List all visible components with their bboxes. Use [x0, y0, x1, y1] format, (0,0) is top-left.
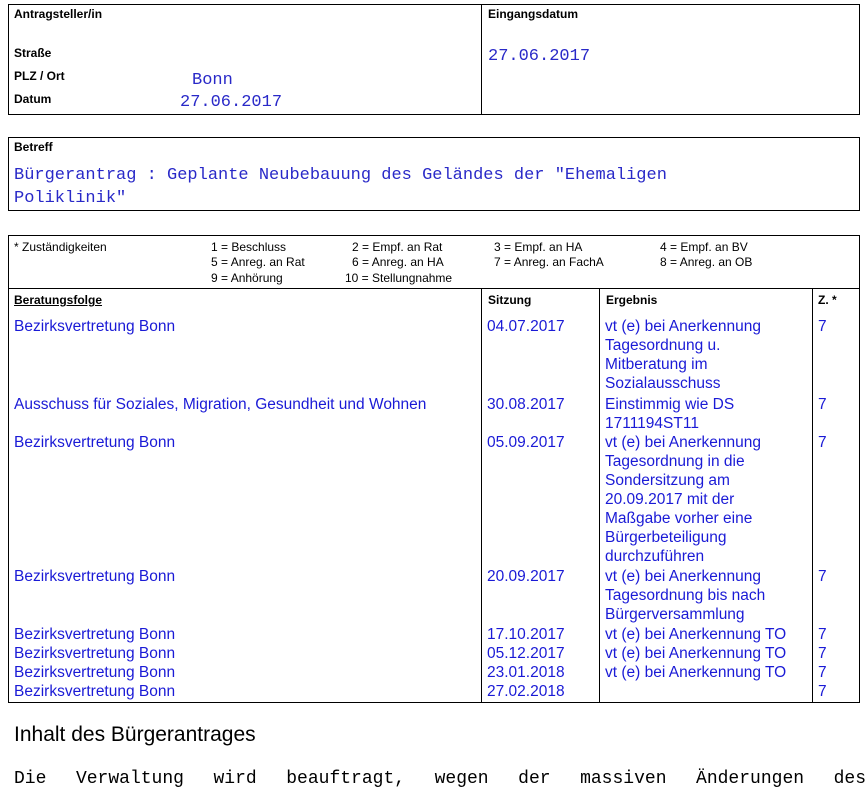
row-result-line: 20.09.2017 mit der [605, 491, 735, 508]
subject-line-1: Bürgerantrag : Geplante Neubebauung des Geländes der "Ehemaligen [14, 166, 667, 185]
col-divider-session [481, 288, 482, 703]
content-text: Die Verwaltung wird beauftragt, wegen der massiven Änderungen des [14, 769, 866, 789]
responsibilities-label: * Zuständigkeiten [14, 240, 107, 254]
row-result-line: vt (e) bei Anerkennung TO [605, 626, 787, 643]
row-date: 20.09.2017 [487, 568, 565, 585]
header-result: Ergebnis [606, 293, 658, 307]
header-session: Sitzung [488, 293, 532, 307]
code-6: 6 = Anreg. an HA [352, 255, 444, 269]
row-result-line: Tagesordnung u. [605, 337, 721, 354]
row-date: 04.07.2017 [487, 318, 565, 335]
subject-label: Betreff [14, 140, 53, 154]
row-result-line: Sondersitzung am [605, 472, 730, 489]
row-result-line: Bürgerbeteiligung [605, 529, 727, 546]
applicant-box [8, 4, 860, 115]
row-z: 7 [818, 318, 827, 335]
row-date: 23.01.2018 [487, 664, 565, 681]
row-date: 27.02.2018 [487, 683, 565, 700]
code-7: 7 = Anreg. an FachA [494, 255, 604, 269]
row-result-line: Bürgerversammlung [605, 606, 745, 623]
row-result-line: Tagesordnung in die [605, 453, 745, 470]
street-label: Straße [14, 46, 52, 60]
row-committee: Bezirksvertretung Bonn [14, 626, 176, 643]
row-committee: Bezirksvertretung Bonn [14, 434, 176, 451]
row-z: 7 [818, 434, 827, 451]
row-committee: Bezirksvertretung Bonn [14, 568, 176, 585]
subject-line-2: Poliklinik" [14, 189, 127, 208]
row-z: 7 [818, 568, 827, 585]
header-z: Z. * [818, 293, 837, 307]
row-z: 7 [818, 645, 827, 662]
row-result-line: Tagesordnung bis nach [605, 587, 766, 604]
city-label: PLZ / Ort [14, 69, 65, 83]
row-result-line: Sozialausschuss [605, 375, 721, 392]
receipt-label: Eingangsdatum [488, 7, 579, 21]
content-heading: Inhalt des Bürgerantrages [14, 723, 256, 746]
row-result-line: vt (e) bei Anerkennung [605, 568, 761, 585]
row-committee: Bezirksvertretung Bonn [14, 645, 176, 662]
row-result-line: vt (e) bei Anerkennung [605, 318, 761, 335]
code-2: 2 = Empf. an Rat [352, 240, 443, 254]
row-committee: Bezirksvertretung Bonn [14, 664, 176, 681]
row-result-line: vt (e) bei Anerkennung TO [605, 664, 787, 681]
code-10: 10 = Stellungnahme [345, 271, 453, 285]
applicant-label: Antragsteller/in [14, 7, 103, 21]
row-result-line: 1711194ST11 [605, 415, 699, 432]
row-committee: Ausschuss für Soziales, Migration, Gesundheit und Wohnen [14, 396, 427, 413]
applicant-divider [481, 4, 482, 115]
row-result-line: vt (e) bei Anerkennung [605, 434, 761, 451]
row-result-line: Mitberatung im [605, 356, 708, 373]
row-z: 7 [818, 626, 827, 643]
col-divider-result [599, 288, 600, 703]
row-date: 17.10.2017 [487, 626, 565, 643]
row-result-line: vt (e) bei Anerkennung TO [605, 645, 787, 662]
city-value: Bonn [192, 71, 233, 90]
code-3: 3 = Empf. an HA [494, 240, 583, 254]
date-value: 27.06.2017 [180, 93, 283, 112]
row-z: 7 [818, 396, 827, 413]
table-header-divider [8, 288, 860, 289]
col-divider-z [812, 288, 813, 703]
row-result-line: Maßgabe vorher eine [605, 510, 753, 527]
code-5: 5 = Anreg. an Rat [211, 255, 305, 269]
row-date: 05.12.2017 [487, 645, 565, 662]
code-8: 8 = Anreg. an OB [660, 255, 753, 269]
code-4: 4 = Empf. an BV [660, 240, 748, 254]
row-z: 7 [818, 683, 827, 700]
header-committee: Beratungsfolge [14, 293, 103, 307]
code-1: 1 = Beschluss [211, 240, 287, 254]
date-label: Datum [14, 92, 52, 106]
code-9: 9 = Anhörung [211, 271, 283, 285]
row-date: 30.08.2017 [487, 396, 565, 413]
receipt-value: 27.06.2017 [488, 47, 591, 66]
row-result-line: durchzuführen [605, 548, 705, 565]
row-committee: Bezirksvertretung Bonn [14, 683, 176, 700]
row-z: 7 [818, 664, 827, 681]
row-committee: Bezirksvertretung Bonn [14, 318, 176, 335]
row-date: 05.09.2017 [487, 434, 565, 451]
row-result-line: Einstimmig wie DS [605, 396, 735, 413]
